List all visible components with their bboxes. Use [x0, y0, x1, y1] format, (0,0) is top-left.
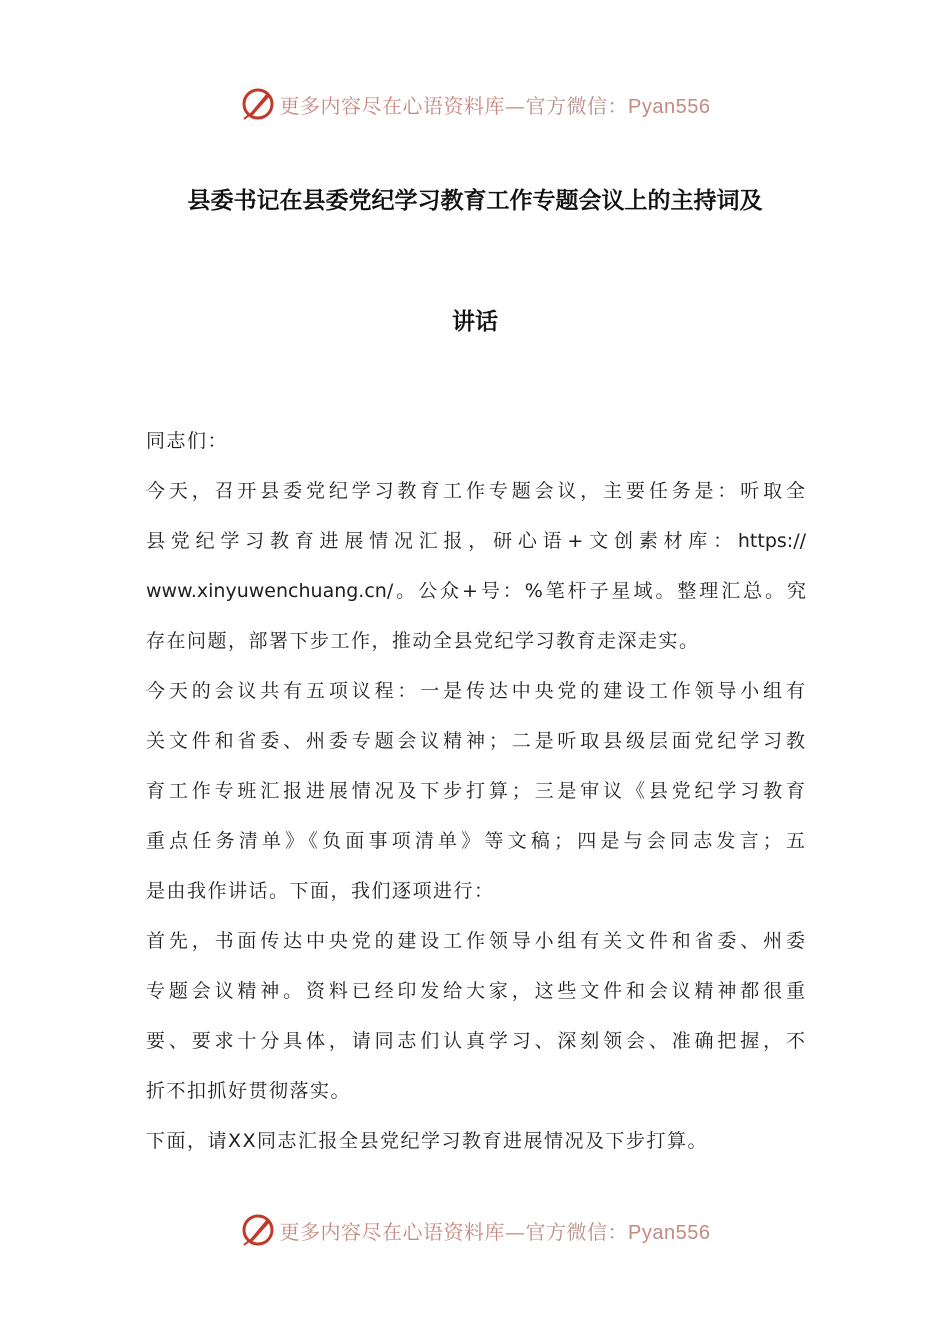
document-title-line-2: 讲话 — [452, 309, 498, 335]
body-line: 下面，请XX同志汇报全县党纪学习教育进展情况及下步打算。 — [146, 1130, 709, 1152]
body-line: www.xinyuwenchuang.cn/。公众+号：%笔杆子星域。整理汇总。究 — [146, 580, 806, 602]
body-line: 育工作专班汇报进展情况及下步打算；三是审议《县党纪学习教育 — [146, 780, 806, 802]
body-line: 县党纪学习教育进展情况汇报，研心语+文创素材库：https:// — [146, 530, 806, 552]
body-line: 重点任务清单》《负面事项清单》等文稿；四是与会同志发言；五 — [146, 830, 806, 852]
body-line: 首先，书面传达中央党的建设工作领导小组有关文件和省委、州委 — [146, 930, 806, 952]
body-line: 专题会议精神。资料已经印发给大家，这些文件和会议精神都很重 — [146, 980, 806, 1002]
quill-logo-icon — [240, 1212, 276, 1248]
watermark-text: 更多内容尽在心语资料库—官方微信：Pyan556 — [279, 93, 711, 118]
body-line: 折不扣抓好贯彻落实。 — [146, 1080, 352, 1102]
watermark-banner-top — [0, 84, 950, 124]
body-line: 要、要求十分具体，请同志们认真学习、深刻领会、准确把握，不 — [146, 1030, 806, 1052]
document-body — [146, 416, 806, 1166]
document-title-line-1: 县委书记在县委党纪学习教育工作专题会议上的主持词及 — [187, 188, 763, 214]
body-line: 同志们： — [146, 430, 229, 452]
body-line: 关文件和省委、州委专题会议精神；二是听取县级层面党纪学习教 — [146, 730, 806, 752]
body-line: 今天的会议共有五项议程：一是传达中央党的建设工作领导小组有 — [146, 680, 806, 702]
body-line: 存在问题，部署下步工作，推动全县党纪学习教育走深走实。 — [146, 630, 700, 652]
body-line: 是由我作讲话。下面，我们逐项进行： — [146, 880, 495, 902]
watermark-text: 更多内容尽在心语资料库—官方微信：Pyan556 — [279, 1219, 711, 1244]
quill-logo-icon — [240, 86, 276, 122]
body-line: 今天，召开县委党纪学习教育工作专题会议，主要任务是：听取全 — [146, 480, 806, 502]
watermark-banner-bottom — [0, 1210, 950, 1250]
